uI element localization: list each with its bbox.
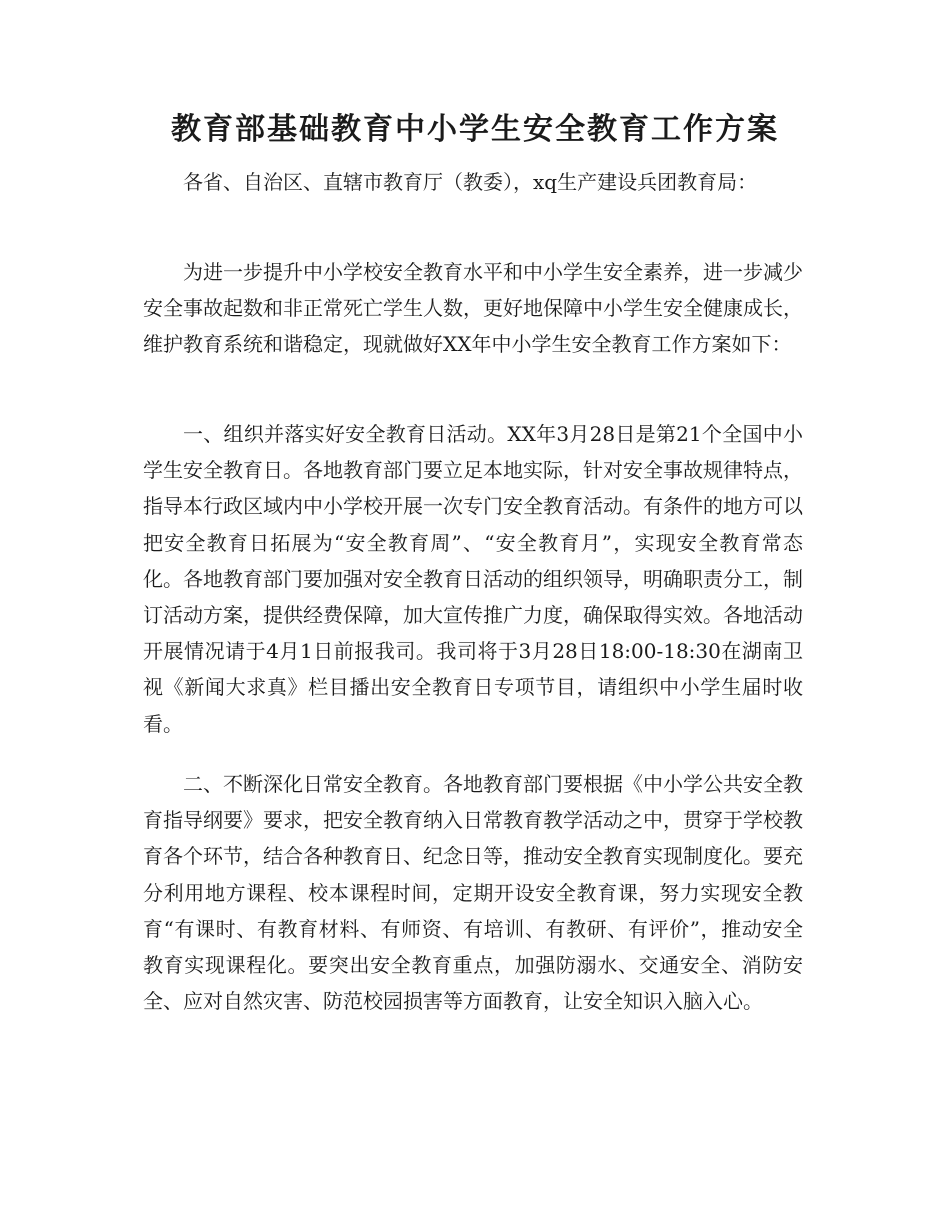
salutation-paragraph: 各省、自治区、直辖市教育厅（教委），xq生产建设兵团教育局： — [183, 170, 758, 194]
intro-paragraph: 为进一步提升中小学校安全教育水平和中小学生安全素养，进一步减少安全事故起数和非正常死亡学生人数，更好地保障中小学生安全健康成长，维护教育系统和谐稳定，现就做好XX年中小学生安全教育工作方案如下： — [143, 260, 803, 357]
section-one-paragraph: 一、组织并落实好安全教育日活动。XX年3月28日是第21个全国中小学生安全教育日。各地教育部门要立足本地实际，针对安全事故规律特点，指导本行政区域内中小学校开展一次专门安全教育活动。有条件的地方可以把安全教育日拓展为“安全教育周”、“安全教育月”，实现安全教育常态化。各地教育部门要加强对安全教育日活动的组织领导，明确职责分工，制订活动方案，提供经费保障，加大宣传推广力度，确保取得实效。各地活动开展情况请于4月1日前报我司。我司将于3月28日18:00-18:30在湖南卫视《新闻大求真》栏目播出安全教育日专项节目，请组织中小学生届时收看。 — [143, 422, 803, 736]
section-two-paragraph: 二、不断深化日常安全教育。各地教育部门要根据《中小学公共安全教育指导纲要》要求，把安全教育纳入日常教育教学活动之中，贯穿于学校教育各个环节，结合各种教育日、纪念日等，推动安全教育实现制度化。要充分利用地方课程、校本课程时间，定期开设安全教育课，努力实现安全教育“有课时、有教育材料、有师资、有培训、有教研、有评价”，推动安全教育实现课程化。要突出安全教育重点，加强防溺水、交通安全、消防安全、应对自然灾害、防范校园损害等方面教育，让安全知识入脑入心。 — [143, 772, 803, 1014]
document-title: 教育部基础教育中小学生安全教育工作方案 — [171, 112, 779, 147]
